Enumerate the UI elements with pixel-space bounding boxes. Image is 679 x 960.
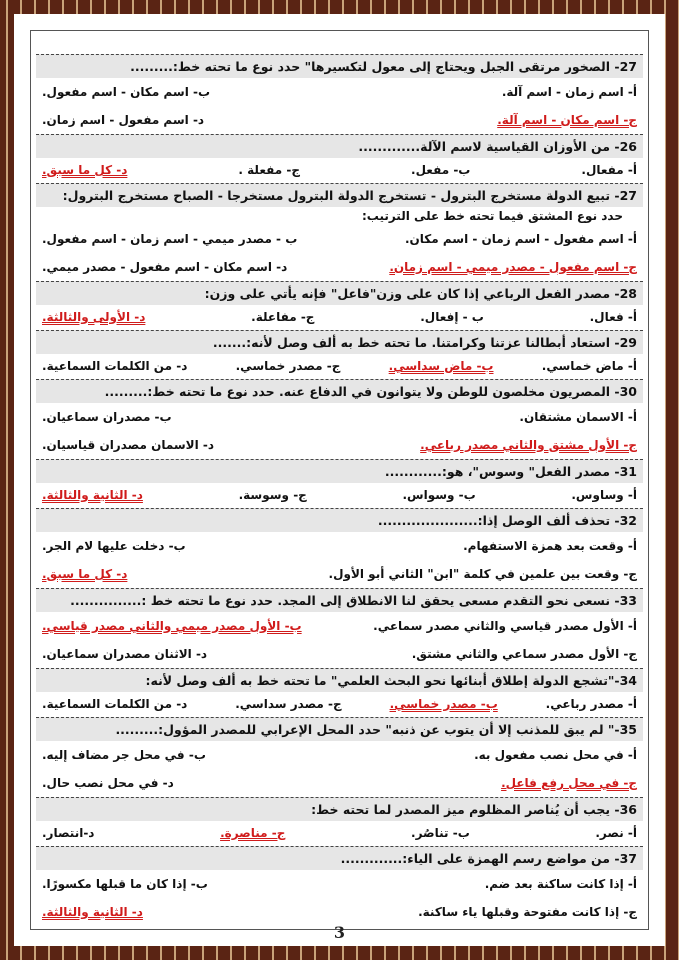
question-block bbox=[36, 54, 643, 134]
question-text: 36- يجب أن يُناصر المظلوم ميز المصدر لما تحته خط: bbox=[36, 797, 643, 821]
answer-row bbox=[36, 354, 643, 379]
answer-row bbox=[36, 483, 643, 508]
answer-option: د- اسم مفعول - اسم زمان. bbox=[42, 113, 205, 127]
answer-row bbox=[36, 106, 643, 134]
correct-answer-option: ب- الأول مصدر ميمي والثاني مصدر قياسي. bbox=[42, 619, 302, 633]
question-block bbox=[36, 797, 643, 846]
question-block bbox=[36, 183, 643, 281]
answer-option: أ- فعال. bbox=[589, 310, 637, 324]
question-text: 31- مصدر الفعل" وسوس"، هو:............ bbox=[36, 459, 643, 483]
answer-option: أ- وقعت بعد همزة الاستفهام. bbox=[463, 539, 637, 553]
answer-option: ب- مفعل. bbox=[411, 163, 471, 177]
question-block bbox=[36, 846, 643, 926]
question-block bbox=[36, 281, 643, 330]
answer-option: أ- ماض خماسي. bbox=[541, 359, 637, 373]
answer-option: د- في محل نصب حال. bbox=[42, 776, 174, 790]
answer-option: أ- نصر. bbox=[595, 826, 637, 840]
answer-row bbox=[36, 741, 643, 769]
answer-row bbox=[36, 532, 643, 560]
answer-row bbox=[36, 253, 643, 281]
question-text: 27- الصخور مرتقى الجبل ويحتاج إلى معول لتكسيرها" حدد نوع ما تحته خط:......... bbox=[36, 54, 643, 78]
answer-option: ج- مفعلة . bbox=[238, 163, 300, 177]
answer-row bbox=[36, 78, 643, 106]
answer-option: ب- اسم مكان - اسم مفعول. bbox=[42, 85, 211, 99]
correct-answer-option: ب- مصدر خماسي. bbox=[389, 697, 498, 711]
question-text: 26- من الأوزان القياسية لاسم الآلة............. bbox=[36, 134, 643, 158]
answer-option: أ- الاسمان مشتقان. bbox=[519, 410, 637, 424]
answer-row bbox=[36, 870, 643, 898]
correct-answer-option: ب- ماض سداسي. bbox=[388, 359, 494, 373]
answer-option: د- الاسمان مصدران قياسيان. bbox=[42, 438, 215, 452]
answer-option: أ- مفعال. bbox=[581, 163, 637, 177]
answer-row bbox=[36, 403, 643, 431]
question-text: 35-" لم يبق للمذنب إلا أن يتوب عن ذنبه" حدد المحل الإعرابي للمصدر المؤول:......... bbox=[36, 717, 643, 741]
question-block bbox=[36, 459, 643, 508]
answer-option: أ- اسم زمان - اسم آلة. bbox=[501, 85, 637, 99]
answer-option: د- اسم مكان - اسم مفعول - مصدر ميمي. bbox=[42, 260, 288, 274]
answer-option: أ- إذا كانت ساكنة بعد ضم. bbox=[484, 877, 637, 891]
answer-option: ب- مصدران سماعيان. bbox=[42, 410, 172, 424]
correct-answer-option: ج- في محل رفع فاعل. bbox=[501, 776, 637, 790]
answer-row bbox=[36, 305, 643, 330]
question-block bbox=[36, 588, 643, 668]
question-text: 33- نسعى نحو التقدم مسعى يحقق لنا الانطلاق إلى المجد. حدد نوع ما تحته خط :............... bbox=[36, 588, 643, 612]
correct-answer-option: ج- اسم مفعول - مصدر ميمي - اسم زمان. bbox=[389, 260, 637, 274]
answer-option: أ- الأول مصدر قياسي والثاني مصدر سماعي. bbox=[373, 619, 637, 633]
answer-option: د- من الكلمات السماعية. bbox=[42, 359, 188, 373]
question-text: 27- تبيع الدولة مستخرج البترول - تستخرج الدولة البترول مستخرجا - الصباح مستخرج البترول: bbox=[36, 183, 643, 207]
answer-row bbox=[36, 158, 643, 183]
answer-option: ب- وسواس. bbox=[402, 488, 476, 502]
question-block bbox=[36, 134, 643, 183]
correct-answer-option: د- الثانية والثالثة. bbox=[42, 488, 143, 502]
answer-option: أ- وساوس. bbox=[571, 488, 637, 502]
answer-option: ب- في محل جر مضاف إليه. bbox=[42, 748, 206, 762]
question-block bbox=[36, 508, 643, 588]
answer-option: ب - إفعال. bbox=[420, 310, 484, 324]
question-block bbox=[36, 668, 643, 717]
question-block bbox=[36, 717, 643, 797]
correct-answer-option: د- كل ما سبق. bbox=[42, 163, 128, 177]
exam-page bbox=[36, 54, 643, 926]
question-text: 28- مصدر الفعل الرباعي إذا كان على وزن"فاعل" فإنه يأتي على وزن: bbox=[36, 281, 643, 305]
answer-option: ج- الأول مصدر سماعي والثاني مشتق. bbox=[411, 647, 637, 661]
question-text: 29- استعاد أبطالنا عزتنا وكرامتنا. ما تحته خط به ألف وصل لأنه:....... bbox=[36, 330, 643, 354]
correct-answer-option: ج- مناصرة. bbox=[220, 826, 286, 840]
answer-option: أ- في محل نصب مفعول به. bbox=[474, 748, 637, 762]
answer-row bbox=[36, 560, 643, 588]
answer-option: ب- تناصُر. bbox=[411, 826, 470, 840]
answer-row bbox=[36, 821, 643, 846]
answer-option: أ- اسم مفعول - اسم زمان - اسم مكان. bbox=[404, 232, 637, 246]
answer-row bbox=[36, 612, 643, 640]
answer-row bbox=[36, 898, 643, 926]
answer-option: د- من الكلمات السماعية. bbox=[42, 697, 188, 711]
answer-option: د-انتصار. bbox=[42, 826, 95, 840]
answer-row bbox=[36, 431, 643, 459]
correct-answer-option: د- الأولى والثالثة. bbox=[42, 310, 146, 324]
correct-answer-option: د- الثانية والثالثة. bbox=[42, 905, 143, 919]
answer-option: ب - مصدر ميمي - اسم زمان - اسم مفعول. bbox=[42, 232, 298, 246]
answer-row bbox=[36, 692, 643, 717]
answer-option: ج- مصدر سداسي. bbox=[235, 697, 342, 711]
answer-option: ج- مفاعلة. bbox=[251, 310, 315, 324]
answer-option: ب- دخلت عليها لام الجر. bbox=[42, 539, 186, 553]
answer-option: ج- وسوسة. bbox=[238, 488, 307, 502]
answer-row bbox=[36, 225, 643, 253]
page-number: 3 bbox=[333, 923, 346, 942]
correct-answer-option: ج- اسم مكان - اسم آلة. bbox=[497, 113, 637, 127]
answer-option: د- الاثنان مصدران سماعيان. bbox=[42, 647, 208, 661]
correct-answer-option: د- كل ما سبق. bbox=[42, 567, 128, 581]
question-block bbox=[36, 379, 643, 459]
answer-option: ج- إذا كانت مفتوحة وقبلها ياء ساكنة. bbox=[418, 905, 637, 919]
question-text: 34-"تشجع الدولة إطلاق أبنائها نحو البحث العلمي" ما تحته خط به ألف وصل لأنه: bbox=[36, 668, 643, 692]
question-block bbox=[36, 330, 643, 379]
question-instruction: حدد نوع المشتق فيما تحته خط على الترتيب: bbox=[361, 209, 623, 223]
question-text: 30- المصريون مخلصون للوطن ولا يتوانون في الدفاع عنه. حدد نوع ما تحته خط:......... bbox=[36, 379, 643, 403]
answer-option: ب- إذا كان ما قبلها مكسورًا. bbox=[42, 877, 208, 891]
answer-option: أ- مصدر رباعي. bbox=[545, 697, 637, 711]
answer-row bbox=[36, 769, 643, 797]
question-text: 32- تحذف ألف الوصل إذا:..................... bbox=[36, 508, 643, 532]
question-text: 37- من مواضع رسم الهمزة على الياء:............. bbox=[36, 846, 643, 870]
correct-answer-option: ج- الأول مشتق والثاني مصدر رباعي. bbox=[420, 438, 637, 452]
answer-option: ج- مصدر خماسي. bbox=[235, 359, 341, 373]
answer-row bbox=[36, 640, 643, 668]
answer-option: ج- وقعت بين علمين في كلمة "ابن" الثاني أبو الأول. bbox=[328, 567, 637, 581]
